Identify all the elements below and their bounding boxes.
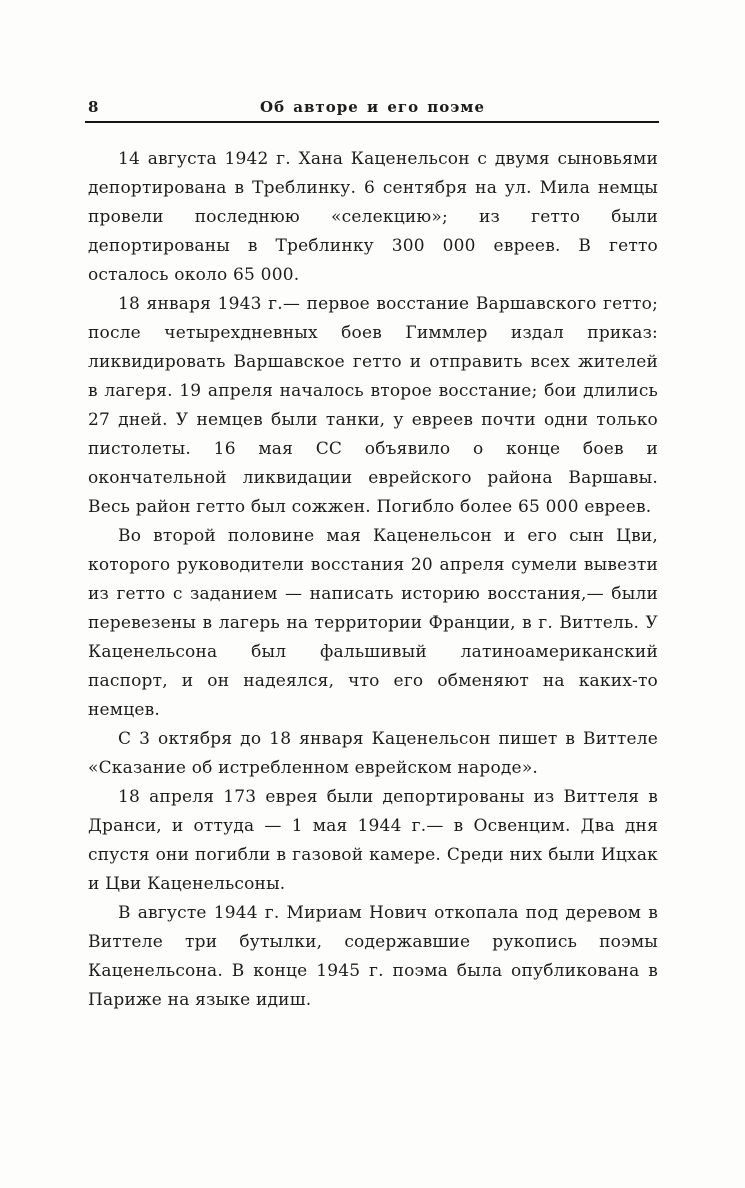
paragraph: 18 января 1943 г.— первое восстание Варшавского гетто; после четырехдневных боев Гиммлер издал приказ: ликвидировать Варшавское гетто и отправить всех жителей в лагеря. 19 апреля началось второе восстание; бои длились 27 дней. У немцев были танки, у евреев почти одни только пистолеты. 16 мая СС объявило о конце боев и окончательной ликвидации еврейского района Варшавы. Весь район гетто был сожжен. Погибло более 65 000 евреев. xyxy=(88,294,658,517)
page-header xyxy=(88,98,657,120)
page-content xyxy=(88,145,658,1015)
paragraph: 18 апреля 173 еврея были депортированы из Виттеля в Дранси, и оттуда — 1 мая 1944 г.— в Освенцим. Два дня спустя они погибли в газовой камере. Среди них были Ицхак и Цви Каценельсоны. xyxy=(88,787,658,894)
paragraph: В августе 1944 г. Мириам Нович откопала под деревом в Виттеле три бутылки, содержавшие рукопись поэмы Каценельсона. В конце 1945 г. поэма была опубликована в Париже на языке идиш. xyxy=(88,903,658,1010)
paragraph: Во второй половине мая Каценельсон и его сын Цви, которого руководители восстания 20 апреля сумели вывезти из гетто с заданием — написать историю восстания,— были перевезены в лагерь на территории Франции, в г. Виттель. У Каценельсона был фальшивый латиноамериканский паспорт, и он надеялся, что его обменяют на каких-то немцев. xyxy=(88,526,658,720)
paragraph: С 3 октября до 18 января Каценельсон пишет в Виттеле «Сказание об истребленном еврейском народе». xyxy=(88,729,658,778)
page-number: 8 xyxy=(88,98,100,116)
paragraph: 14 августа 1942 г. Хана Каценельсон с двумя сыновьями депортирована в Треблинку. 6 сентября на ул. Мила немцы провели последнюю «селекцию»; из гетто были депортированы в Треблинку 300 000 евреев. В гетто осталось около 65 000. xyxy=(88,149,658,285)
header-rule xyxy=(85,121,659,123)
running-title: Об авторе и его поэме xyxy=(260,98,485,116)
